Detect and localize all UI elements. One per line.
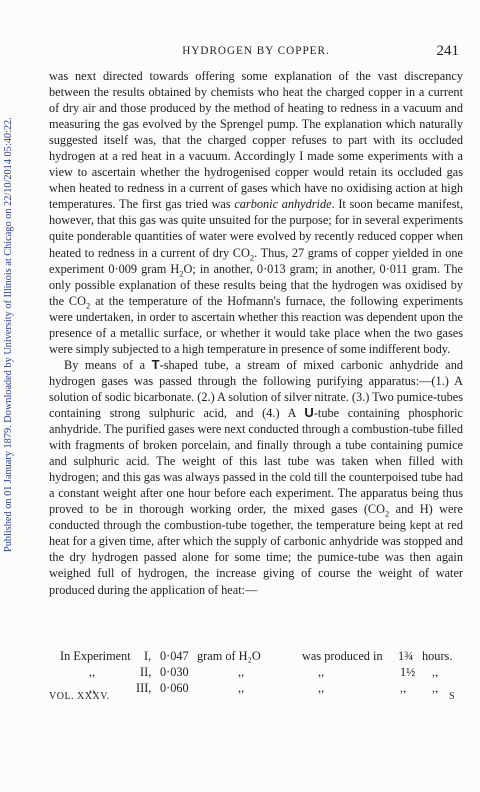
italic-term: carbonic anhydride (234, 197, 332, 212)
result-ditto: ,, (432, 681, 439, 695)
subscript: 2 (179, 268, 184, 279)
experiment-results (60, 648, 465, 696)
text-run: By means of a (64, 357, 152, 372)
result-verb: was produced in (302, 649, 383, 663)
result-ditto: ,, (318, 665, 325, 679)
result-experiment-number: III, (136, 681, 152, 695)
volume-label: VOL. XXXV. (49, 691, 110, 702)
shape-letter: U (304, 404, 314, 420)
result-unit: gram of H₂O (197, 649, 261, 663)
subscript: 2 (385, 508, 390, 519)
shape-letter: T (151, 356, 160, 372)
result-experiment-number: II, (140, 665, 152, 679)
result-value: 0·047 (160, 649, 189, 663)
result-row (60, 664, 465, 680)
result-value: 0·030 (160, 665, 189, 679)
result-ditto: ,, (89, 681, 96, 695)
result-time-unit: hours. (422, 649, 453, 663)
text-run: -shaped tube, a stream of mixed carbonic anhydride and hydrogen gases was passed through the following purifying apparatus:—(1.) A solution of sodic bicarbonate. (2.) A solution of silver nitrate. (3.) Two pumice-tubes containing strong sulphuric acid, and (4.) A (49, 357, 463, 420)
result-time: 1½ (400, 665, 416, 679)
result-row (60, 648, 465, 664)
result-value: 0·060 (160, 681, 189, 695)
result-ditto: ,, (432, 665, 439, 679)
running-title: HYDROGEN BY COPPER. (182, 45, 330, 57)
paragraph (49, 357, 463, 598)
result-ditto: ,, (89, 665, 96, 679)
page-footer (49, 691, 465, 705)
publication-watermark: Published on 01 January 1879. Downloaded by University of Illinois at Chicago on 22/10/2014 05:40:22. (3, 117, 14, 553)
body-text (49, 68, 463, 598)
text-run: was next directed towards offering some explanation of the vast discrepancy between the results obtained by chemists who heat the charged copper in a current of dry air and those produced by the method of heating to redness in a vacuum and measuring the gas evolved by the Sprengel pump. The explanation which naturally suggested itself was, that the charged copper refuses to part with its occluded hydrogen at a red heat in a vacuum. Accordingly I made some experiments with a view to ascertain whether the hydrogenised copper would retain its occluded gas when heated to redness in a current of gases which have no oxidising action at high temperatures. The first gas tried was (49, 69, 463, 212)
page-header (48, 45, 464, 63)
result-ditto: ,, (318, 681, 325, 695)
signature-mark: S (448, 691, 455, 702)
page-number: 241 (436, 43, 459, 59)
text-run: O; in another, 0·013 gram; in another, 0·011 gram. The only possible explanation of these results being that the hydrogen was oxidised by the CO (49, 261, 464, 308)
result-experiment-number: I, (144, 649, 152, 663)
text-run: . Thus, 27 grams of copper yielded in one experiment 0·009 gram H (49, 245, 463, 276)
text-run: . It soon became manifest, however, that this gas was quite unsuited for the purpose; for in several experiments quite ponderable quantities of water were evolved by recently reduced copper when heated to redness in a current of dry CO (49, 197, 464, 260)
result-ditto: ,, (400, 681, 407, 695)
subscript: 2 (249, 251, 255, 262)
text-run: -tube containing phosphoric anhydride. The purified gases were next conducted through a combustion-tube filled with fragments of broken porcelain, and finally through a tube containing pumice and sulphuric acid. The weight of this last tube was taken when filled with hydrogen; and this gas was always passed in the cold till the counterpoised tube had a constant weight after one hour before each experiment. The apparatus being thus proved to be in thorough working order, the mixed gases (CO (49, 405, 463, 517)
text-run: at the temperature of the Hofmann's furnace, the following experiments were undertaken, in order to ascertain whether this reaction was dependent upon the presence of a metallic surface, or whether it would take place when the two gases were simply subjected to a high temperature in presence of some indifferent body. (49, 293, 463, 356)
text-run: and H) were conducted through the combustion-tube together, the temperature being kept at red heat for a given time, after which the supply of carbonic anhydride was stopped and the dry hydrogen passed alone for some time; the pumice-tube was then again weighed full of hydrogen, the increase giving of course the weight of water produced during the application of heat:— (49, 502, 463, 597)
result-ditto: ,, (238, 681, 245, 695)
result-time: 1¾ (398, 649, 414, 663)
paragraph (49, 68, 463, 357)
result-ditto: ,, (238, 665, 245, 679)
subscript: 2 (85, 300, 91, 311)
result-label: In Experiment (60, 649, 131, 663)
